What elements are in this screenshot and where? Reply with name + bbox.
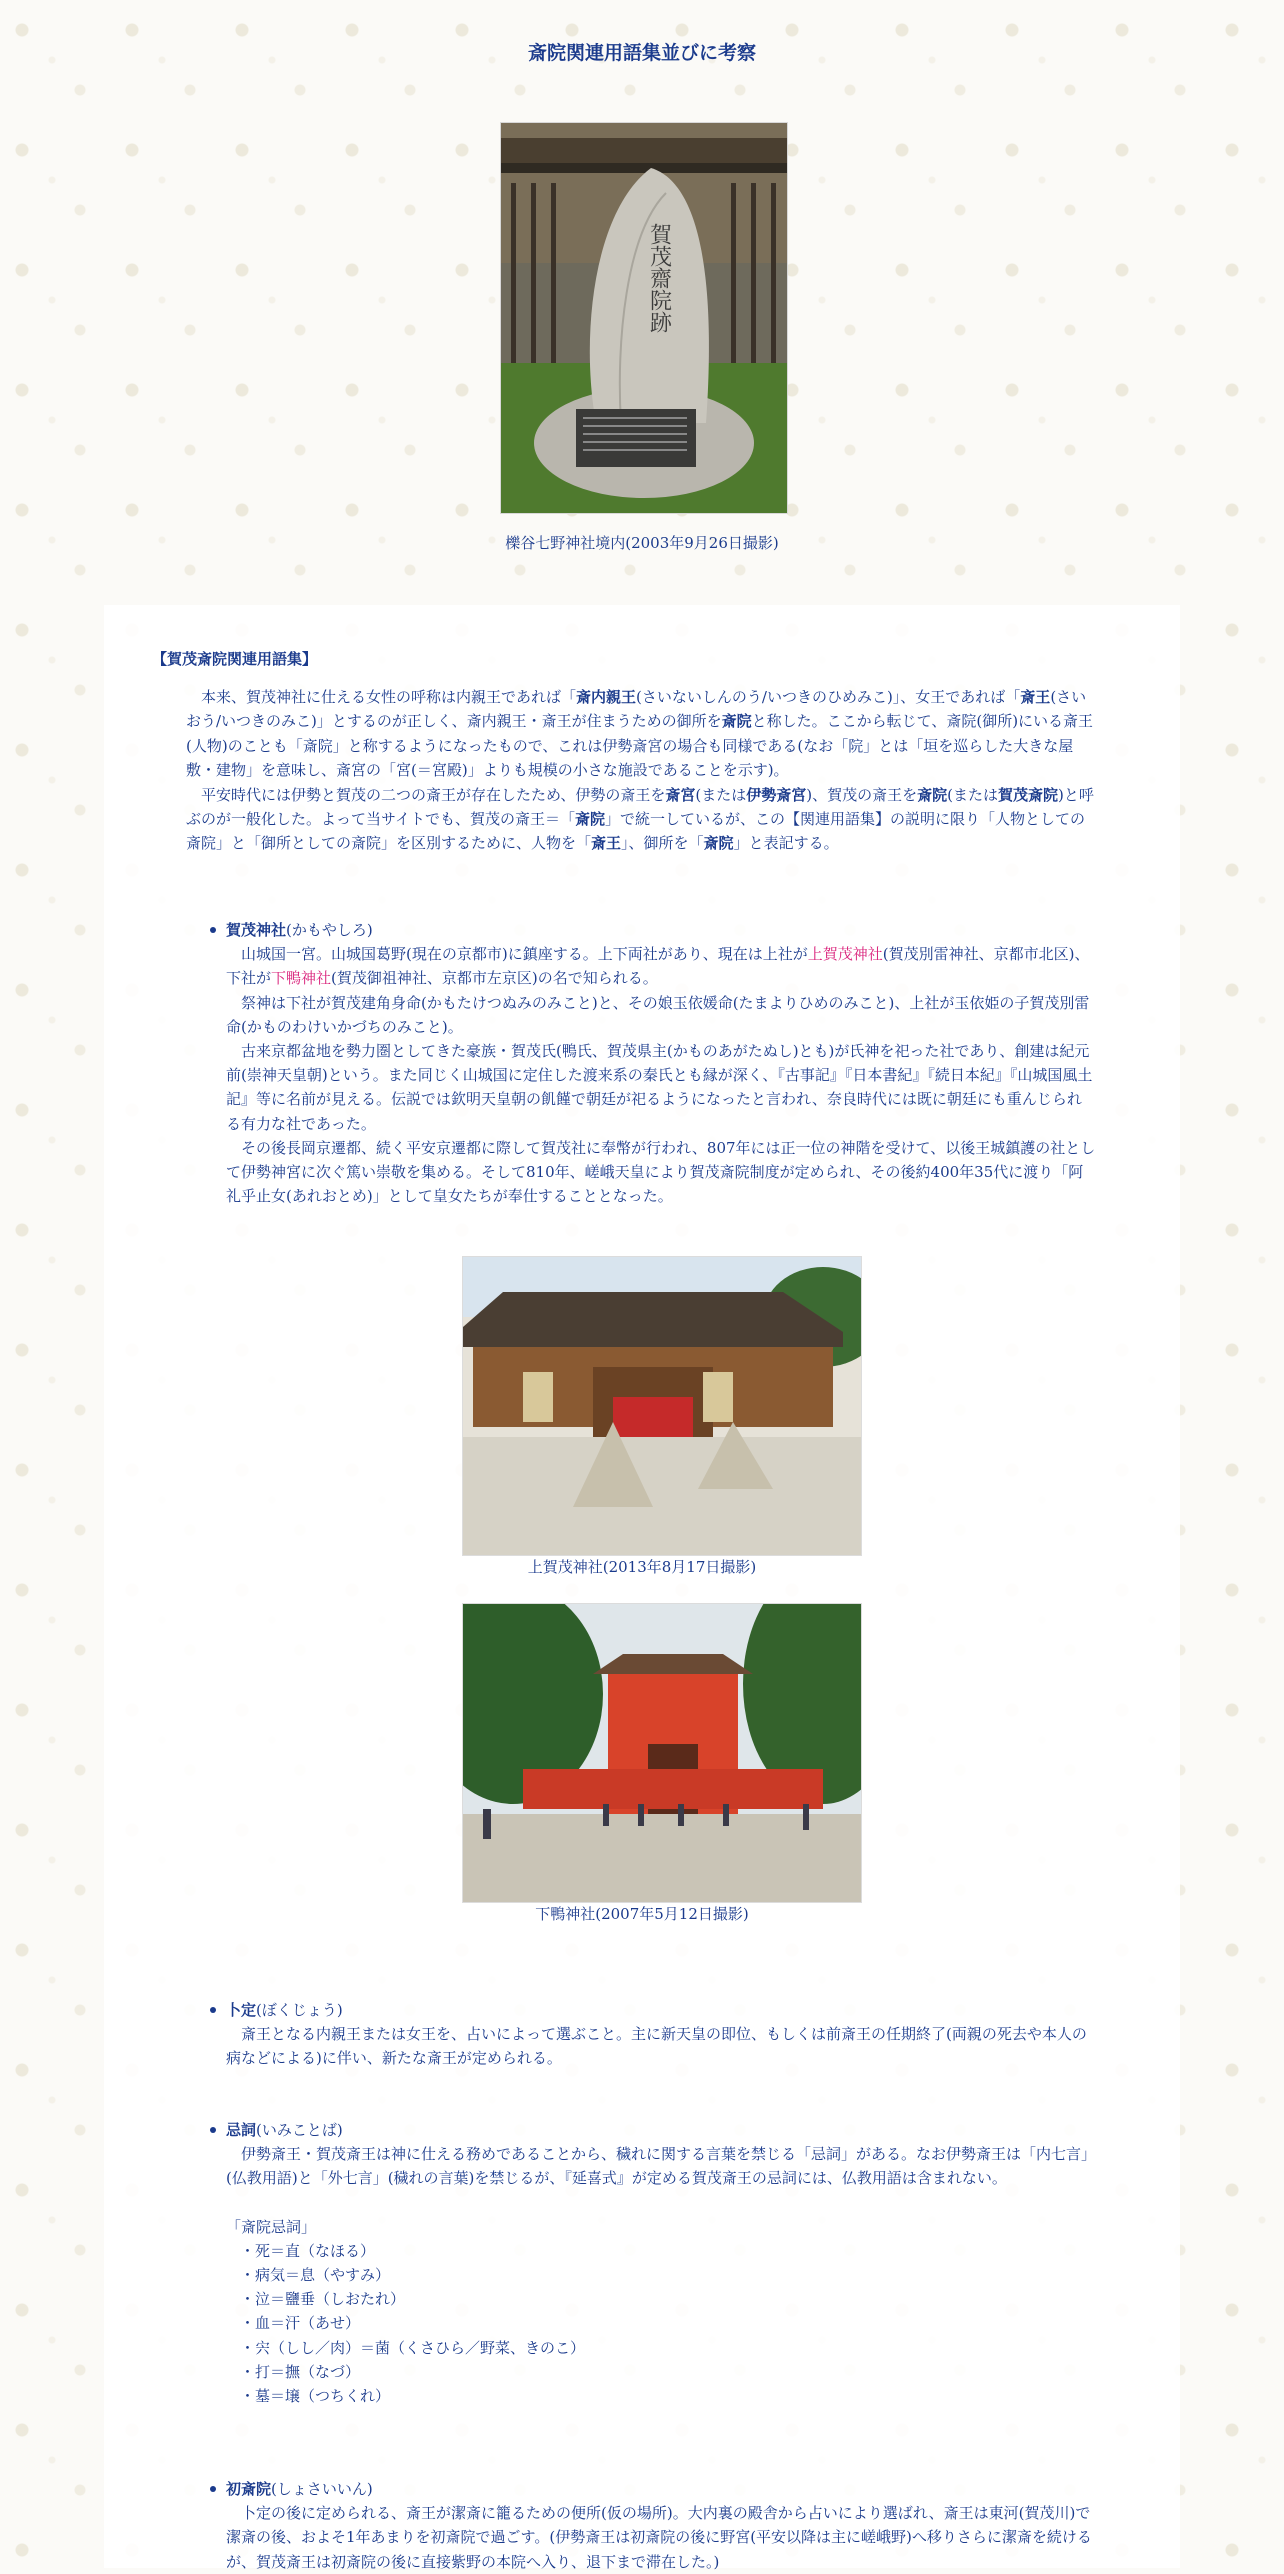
term-bokujo: 卜定(ぼくじょう) 斎王となる内親王または女王を、占いによって選ぶこと。主に新天皇の即位、もしくは前斎王の任期終了(両親の死去や本人の病などによる)に伴い、新たな斎王が定められる。: [226, 1998, 1096, 2071]
photo-kamigamo-caption: 上賀茂神社(2013年8月17日撮影): [527, 1558, 757, 1576]
term-heading: 賀茂神社(かもやしろ): [226, 918, 1096, 942]
hero-caption: 櫟谷七野神社境内(2003年9月26日撮影): [505, 534, 779, 552]
monument-illustration: [501, 123, 787, 513]
list-item: ・打＝撫（なづ）: [240, 2362, 361, 2381]
hero-photo-monument: [500, 122, 788, 514]
list-item: ・血＝汗（あせ）: [240, 2314, 361, 2333]
intro-paragraph-1: 本来、賀茂神社に仕える女性の呼称は内親王であれば「斎内親王(さいないしんのう/いつきのひめみこ)」、女王であれば「斎王(さいおう/いつきのみこ)」とするのが正しく、斎内親王・斎王が住まうための御所を斎院と称した。ここから転じて、斎院(御所)にいる斎王(人物)のことも「斎院」と称するようになったもので、これは伊勢斎宮の場合も同様である(なお「院」とは「垣を巡らした大きな屋敷・建物」を意味し、斎宮の「宮(＝宮殿)」よりも規模の小さな施設であることを示す)。: [186, 688, 1094, 780]
bullet-icon: [210, 2127, 216, 2133]
list-item: ・泣＝鹽垂（しおたれ）: [240, 2290, 406, 2309]
photo-shimogamo: [462, 1603, 862, 1903]
bullet-icon: [210, 2486, 216, 2492]
term-shosaiin: 初斎院(しょさいいん) 卜定の後に定められる、斎王が潔斎に籠るための便所(仮の場所)。大内裏の殿舎から占いにより選ばれ、斎王は東河(賀茂川)で潔斎の後、およそ1年あまりを初斎院で過ごす。(伊勢斎王は初斎院の後に野宮(平安以降は主に嵯峨野)へ移りさらに潔斎を続けるが、賀茂斎王は初斎院の後に直接紫野の本院へ入り、退下まで滞在した。): [226, 2477, 1096, 2574]
term-heading: 卜定(ぼくじょう): [226, 1998, 1096, 2022]
kigo-list-title: 「斎院忌詞」: [226, 2217, 317, 2236]
bullet-icon: [210, 927, 216, 933]
photo-kamigamo: [462, 1256, 862, 1556]
section-heading: 【賀茂斎院関連用語集】: [152, 650, 318, 668]
list-item: ・宍（しし／肉）＝菌（くさひら／野菜、きのこ）: [240, 2338, 586, 2357]
term-imikotoba: 忌詞(いみことば) 伊勢斎王・賀茂斎王は神に仕える務めであることから、穢れに関する言葉を禁じる「忌詞」がある。なお伊勢斎王は「内七言」(仏教用語)と「外七言」(穢れの言葉)を禁じるが、『延喜式』が定める賀茂斎王の忌詞には、仏教用語は含まれない。 「斎院忌詞」 ・死＝直（なほる） ・病気＝息（やすみ） ・泣＝鹽垂（しおたれ） ・血＝汗（あせ） ・宍（しし／肉）＝菌（くさひら／野菜、きのこ） ・打＝撫（なづ） ・墓＝壌（つちくれ）: [226, 2118, 1096, 2408]
page-title: 斎院関連用語集並びに考察: [527, 42, 756, 64]
list-item: ・死＝直（なほる）: [240, 2241, 376, 2260]
term-kamo-shrine: 賀茂神社(かもやしろ) 山城国一宮。山城国葛野(現在の京都市)に鎮座する。上下両社があり、現在は上社が上賀茂神社(賀茂別雷神社、京都市北区)、下社が下鴨神社(賀茂御祖神社、京都市左京区)の名で知られる。 祭神は下社が賀茂建角身命(かもたけつぬみのみこと)と、その娘玉依媛命(たまよりひめのみこと)、上社が玉依姫の子賀茂別雷命(かものわけいかづちのみこと)。 古来京都盆地を勢力圏としてきた豪族・賀茂氏(鴨氏、賀茂県主(かものあがたぬし)とも)が氏神を祀った社であり、創建は紀元前(崇神天皇朝)という。また同じく山城国に定住した渡来系の秦氏とも縁が深く、『古事記』『日本書紀』『続日本紀』『山城国風土記』等に名前が見える。伝説では欽明天皇朝の飢饉で朝廷が祀るようになったと言われ、奈良時代には既に朝廷にも重んじられる有力な社であった。 その後長岡京遷都、続く平安京遷都に際して賀茂社に奉幣が行われ、807年には正一位の神階を受けて、以後王城鎮護の社として伊勢神宮に次ぐ篤い崇敬を集める。そして810年、嵯峨天皇により賀茂斎院制度が定められ、その後約400年35代に渡り「阿礼乎止女(あれおとめ)」として皇女たちが奉仕することとなった。: [226, 918, 1096, 1208]
intro-paragraph-2: 平安時代には伊勢と賀茂の二つの斎王が存在したため、伊勢の斎王を斎宮(または伊勢斎宮)、賀茂の斎王を斎院(または賀茂斎院)と呼ぶのが一般化した。よって当サイトでも、賀茂の斎王＝「斎院」で統一しているが、この【関連用語集】の説明に限り「人物としての斎院」と「御所としての斎院」を区別するために、人物を「斎王」、御所を「斎院」と表記する。: [186, 785, 1094, 853]
kigo-list: [226, 2239, 1096, 2408]
list-item: ・病気＝息（やすみ）: [240, 2266, 391, 2285]
list-item: ・墓＝壌（つちくれ）: [240, 2387, 391, 2406]
term-heading: 忌詞(いみことば): [226, 2118, 1096, 2142]
term-heading: 初斎院(しょさいいん): [226, 2477, 1096, 2501]
kamigamo-link[interactable]: 上賀茂神社: [807, 945, 883, 964]
photo-shimogamo-caption: 下鴨神社(2007年5月12日撮影): [535, 1905, 749, 1923]
intro-text: [186, 685, 1098, 856]
shimogamo-link[interactable]: 下鴨神社: [271, 969, 332, 988]
bullet-icon: [210, 2007, 216, 2013]
monument-inscription: 賀茂齋院跡: [646, 223, 672, 333]
